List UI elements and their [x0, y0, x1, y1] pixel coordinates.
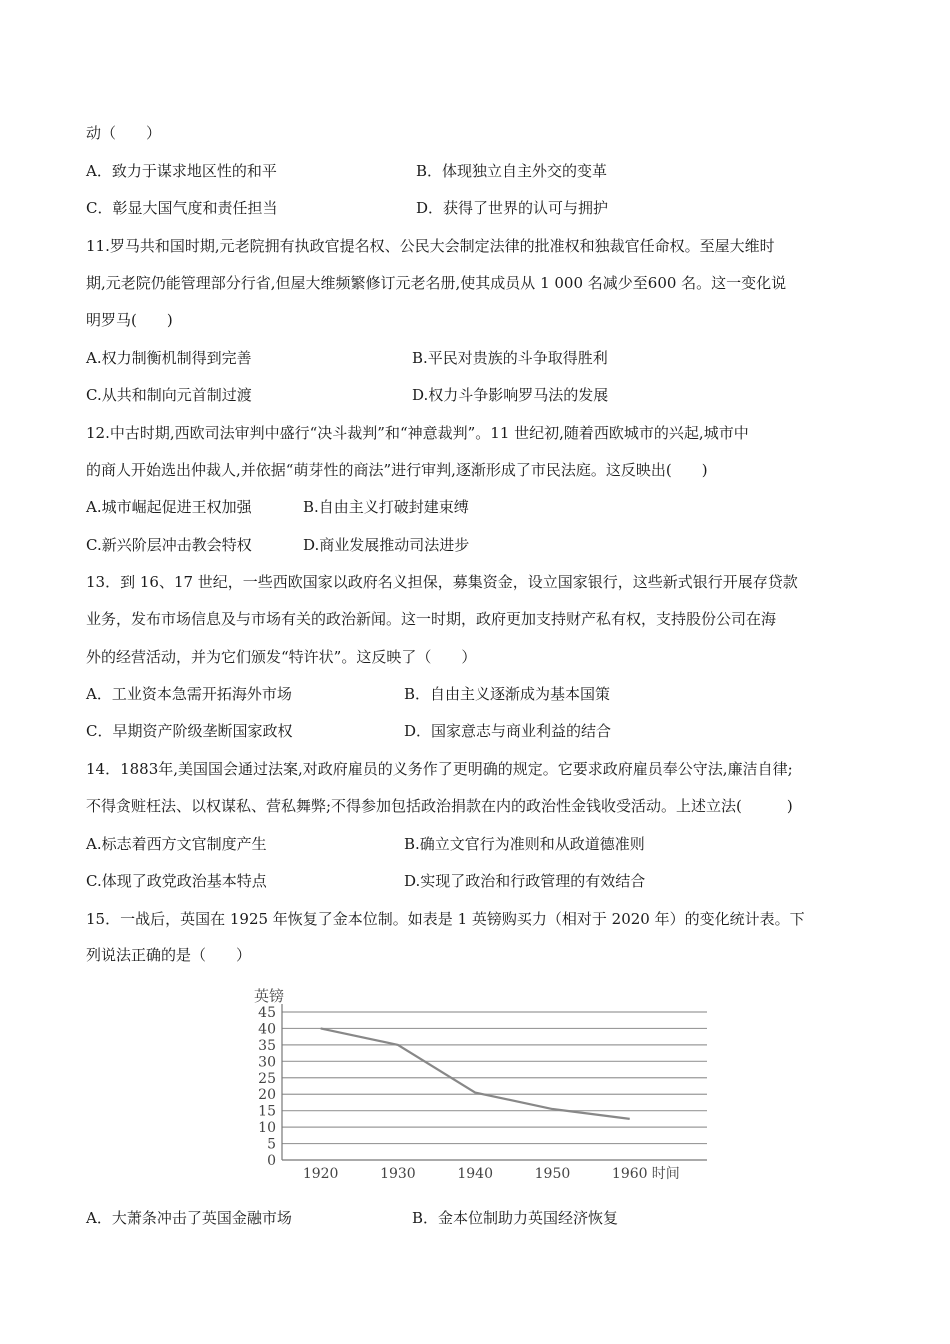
- q12-stem-line2: 的商人开始选出仲裁人,并依据“萌芽性的商法”进行审判,逐渐形成了市民法庭。这反映出( ): [86, 461, 708, 479]
- q13-option-b[interactable]: B．自由主义逐渐成为基本国策: [404, 685, 611, 703]
- x-tick-label: 1940: [457, 1166, 494, 1182]
- x-axis-title: 时间: [651, 1166, 680, 1182]
- q13-option-a[interactable]: A．工业资本急需开拓海外市场: [86, 685, 292, 703]
- q13-option-d[interactable]: D．国家意志与商业利益的结合: [404, 722, 612, 740]
- q15-option-b[interactable]: B．金本位制助力英国经济恢复: [412, 1209, 619, 1227]
- q11-option-d[interactable]: D.权力斗争影响罗马法的发展: [412, 386, 609, 404]
- q11-option-a[interactable]: A.权力制衡机制得到完善: [86, 349, 252, 367]
- q14-option-a[interactable]: A.标志着西方文官制度产生: [86, 835, 267, 853]
- x-tick-label: 1960: [611, 1166, 648, 1182]
- y-axis-title: 英镑: [254, 987, 285, 1005]
- q11-stem-line1: 11.罗马共和国时期,元老院拥有执政官提名权、公民大会制定法律的批准权和独裁官任命权。至屋大维时: [86, 237, 775, 255]
- purchasing-power-chart: [240, 985, 720, 1185]
- q12-option-b[interactable]: B.自由主义打破封建束缚: [303, 498, 469, 516]
- q11-stem-line2: 期,元老院仍能管理部分行省,但屋大维频繁修订元老名册,使其成员从 1 000 名减少至600 名。这一变化说: [86, 274, 787, 292]
- y-tick-label: 35: [258, 1037, 276, 1054]
- q12-option-a[interactable]: A.城市崛起促进王权加强: [86, 498, 252, 516]
- q15-stem-line1: 15．一战后，英国在 1925 年恢复了金本位制。如表是 1 英镑购买力（相对于 2020 年）的变化统计表。下: [86, 910, 805, 928]
- y-tick-label: 5: [267, 1136, 276, 1153]
- q15-option-a[interactable]: A．大萧条冲击了英国金融市场: [86, 1209, 292, 1227]
- q13-stem-line3: 外的经营活动，并为它们颁发“特许状”。这反映了（ ）: [86, 648, 477, 666]
- q10-option-b[interactable]: B．体现独立自主外交的变革: [416, 162, 608, 180]
- q13-stem-line1: 13．到 16、17 世纪，一些西欧国家以政府名义担保，募集资金，设立国家银行，这些新式银行开展存贷款: [86, 573, 798, 591]
- q14-stem-line2: 不得贪赃枉法、以权谋私、营私舞弊;不得参加包括政治捐款在内的政治性金钱收受活动。上述立法( ): [86, 797, 793, 815]
- q12-stem-line1: 12.中古时期,西欧司法审判中盛行“决斗裁判”和“神意裁判”。11 世纪初,随着西欧城市的兴起,城市中: [86, 424, 749, 442]
- y-tick-label: 15: [258, 1103, 276, 1120]
- q13-option-c[interactable]: C．早期资产阶级垄断国家政权: [86, 722, 293, 740]
- q14-stem-line1: 14．1883年,美国国会通过法案,对政府雇员的义务作了更明确的规定。它要求政府雇员奉公守法,廉洁自律;: [86, 760, 793, 778]
- q11-stem-line3: 明罗马( ): [86, 311, 173, 329]
- series-line: [321, 1028, 630, 1118]
- y-tick-label: 30: [258, 1054, 276, 1071]
- y-tick-label: 40: [258, 1021, 276, 1038]
- q12-option-d[interactable]: D.商业发展推动司法进步: [303, 536, 470, 554]
- q11-option-c[interactable]: C.从共和制向元首制过渡: [86, 386, 252, 404]
- y-tick-label: 45: [258, 1005, 276, 1021]
- q11-option-b[interactable]: B.平民对贵族的斗争取得胜利: [412, 349, 608, 367]
- q10-option-a[interactable]: A．致力于谋求地区性的和平: [86, 162, 277, 180]
- q14-option-d[interactable]: D.实现了政治和行政管理的有效结合: [404, 872, 646, 890]
- q13-stem-line2: 业务，发布市场信息及与市场有关的政治新闻。这一时期，政府更加支持财产私有权，支持股份公司在海: [86, 610, 777, 628]
- y-tick-label: 20: [258, 1087, 276, 1104]
- x-tick-label: 1920: [302, 1166, 339, 1182]
- y-tick-label: 25: [258, 1070, 276, 1087]
- y-tick-label: 10: [258, 1120, 276, 1137]
- q14-option-b[interactable]: B.确立文官行为准则和从政道德准则: [404, 835, 645, 853]
- q10-option-d[interactable]: D．获得了世界的认可与拥护: [416, 199, 609, 217]
- q10-option-c[interactable]: C．彰显大国气度和责任担当: [86, 199, 278, 217]
- x-tick-label: 1930: [380, 1166, 416, 1182]
- q12-option-c[interactable]: C.新兴阶层冲击教会特权: [86, 536, 252, 554]
- y-tick-label: 0: [267, 1153, 276, 1169]
- q15-stem-line2: 列说法正确的是（ ）: [86, 946, 252, 964]
- x-tick-label: 1950: [534, 1166, 571, 1182]
- q14-option-c[interactable]: C.体现了政党政治基本特点: [86, 872, 267, 890]
- q10-stem-tail: 动（ ）: [86, 124, 162, 142]
